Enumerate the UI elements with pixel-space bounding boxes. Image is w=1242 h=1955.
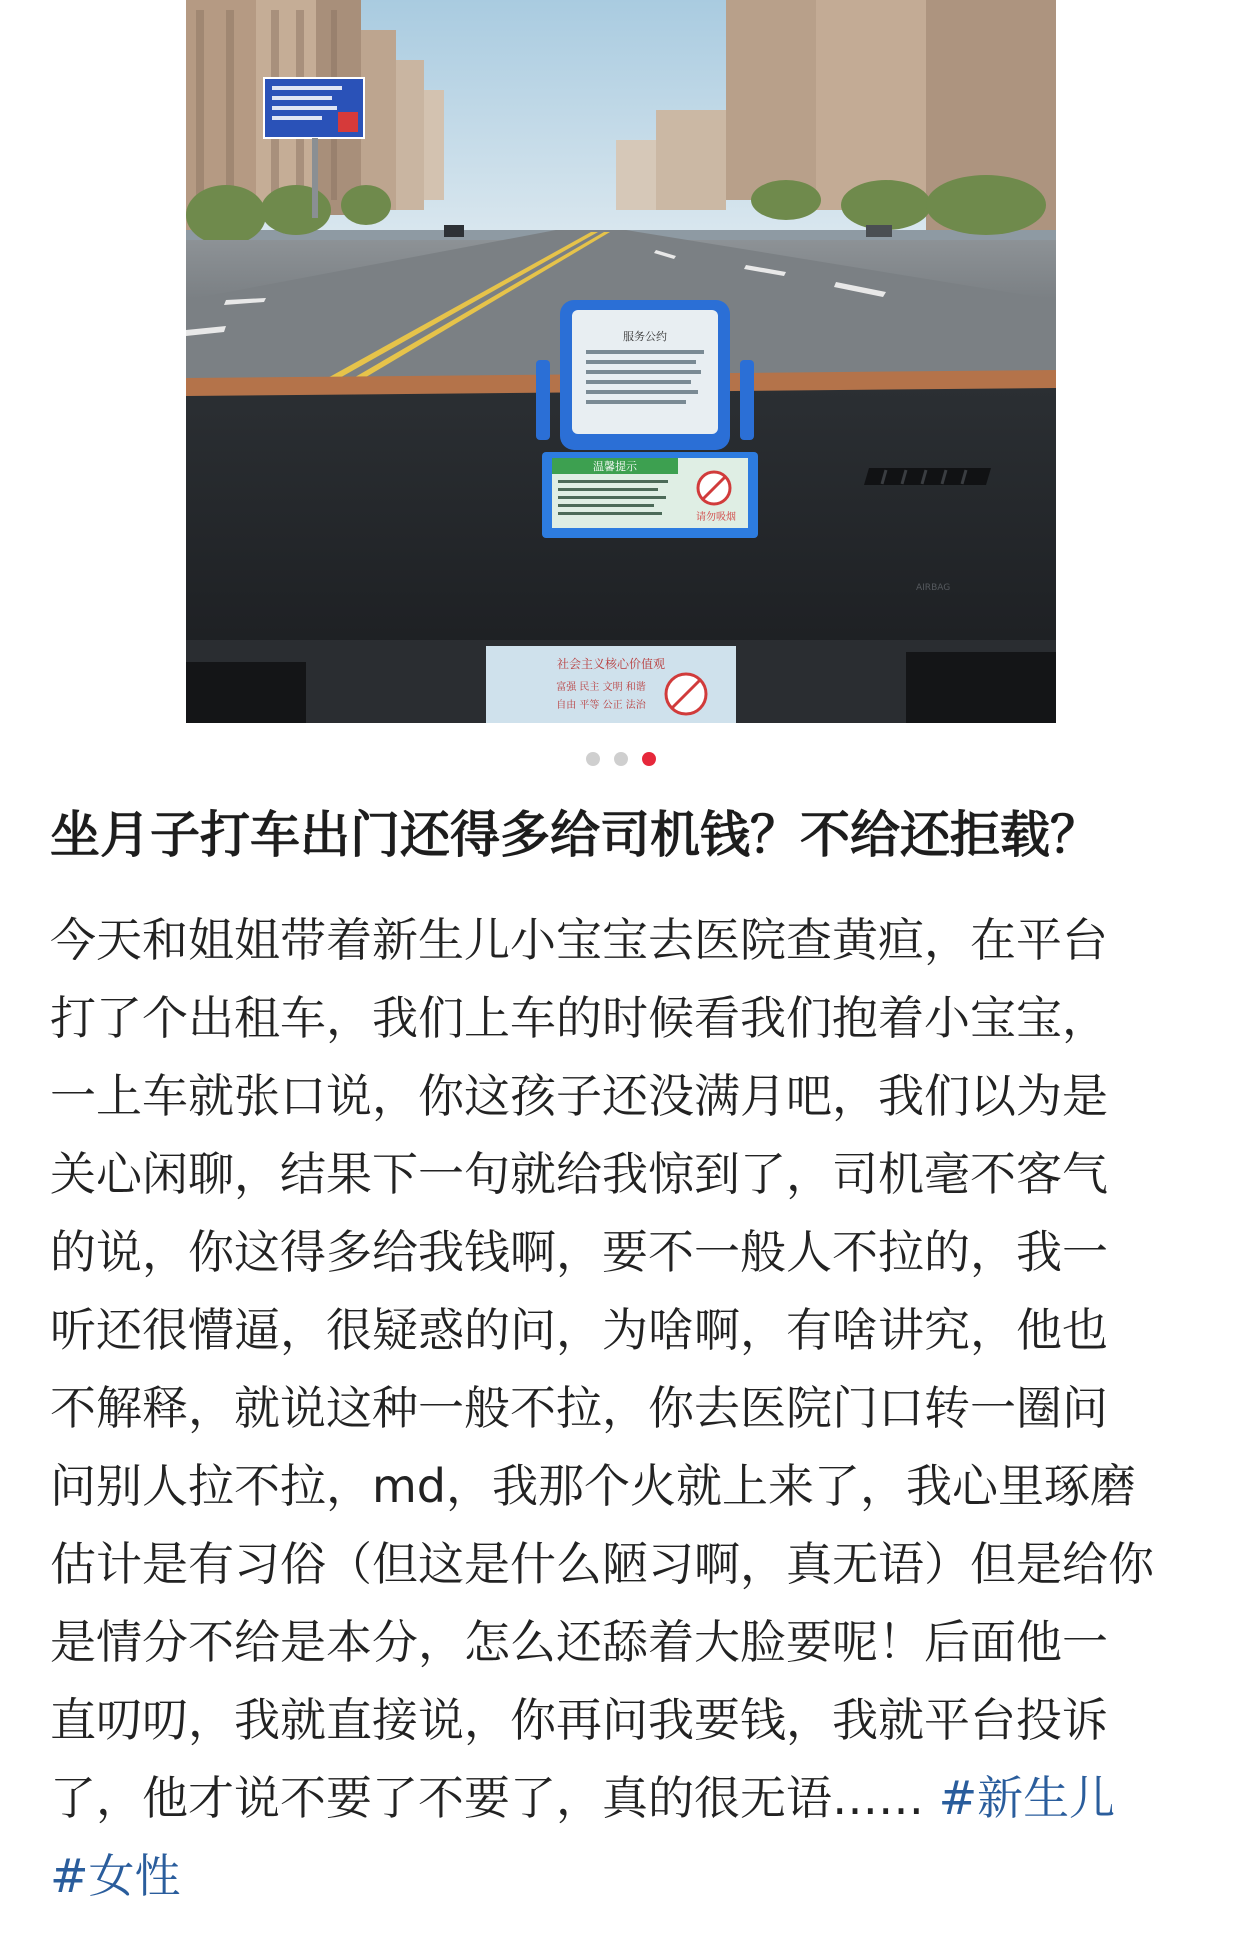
pagination-dot-3-active[interactable] [642,752,656,766]
post-image[interactable] [186,0,1056,723]
post-body-line: 关心闲聊，结果下一句就给我惊到了，司机毫不客气 [50,1147,1108,1201]
post-body-line: 的说，你这得多给我钱啊，要不一般人不拉的，我一 [50,1225,1108,1279]
sticker-title: 社会主义核心价值观 [556,657,666,671]
pagination-dot-1[interactable] [586,752,600,766]
taxi-dashboard-photo [186,0,1056,723]
image-pagination [0,752,1242,766]
pagination-dot-2[interactable] [614,752,628,766]
sign-top-text: 服务公约 [623,330,667,343]
post-body-line: 问别人拉不拉，md，我那个火就上来了，我心里琢磨 [50,1459,1137,1513]
sticker-row-1: 富强 民主 文明 和谐 [556,682,646,693]
post-body-line: 估计是有习俗（但这是什么陋习啊，真无语）但是给你 [50,1537,1154,1591]
post-title: 坐月子打车出门还得多给司机钱？不给还拒载？ [50,806,1100,864]
no-smoking-text: 请勿吸烟 [696,512,736,523]
hashtag-women[interactable]: #女性 [50,1849,181,1903]
post-body-line: 不解释，就说这种一般不拉，你去医院门口转一圈问 [50,1381,1108,1435]
post-body-line: 直叨叨，我就直接说，你再问我要钱，我就平台投诉 [50,1693,1108,1747]
post-body-line: 一上车就张口说，你这孩子还没满月吧，我们以为是 [50,1069,1108,1123]
post-body-last-text: 了，他才说不要了不要了，真的很无语…… [50,1771,924,1825]
post-body-last-line [50,1759,1200,1837]
post-body-line: 是情分不给是本分，怎么还舔着大脸要呢！后面他一 [50,1615,1108,1669]
post-body-hashtag-line [50,1837,1200,1915]
airbag-label: AIRBAG [916,583,951,593]
sticker-row-2: 自由 平等 公正 法治 [556,700,646,711]
post-body-line: 今天和姐姐带着新生儿小宝宝去医院查黄疸，在平台 [50,913,1108,967]
post-body-line: 打了个出租车，我们上车的时候看我们抱着小宝宝， [50,991,1108,1045]
hashtag-newborn[interactable]: #新生儿 [938,1771,1116,1825]
sign-bottom-text: 温馨提示 [593,460,637,473]
post-body-line: 听还很懵逼，很疑惑的问，为啥啊，有啥讲究，他也 [50,1303,1108,1357]
post-body [50,901,1200,1915]
